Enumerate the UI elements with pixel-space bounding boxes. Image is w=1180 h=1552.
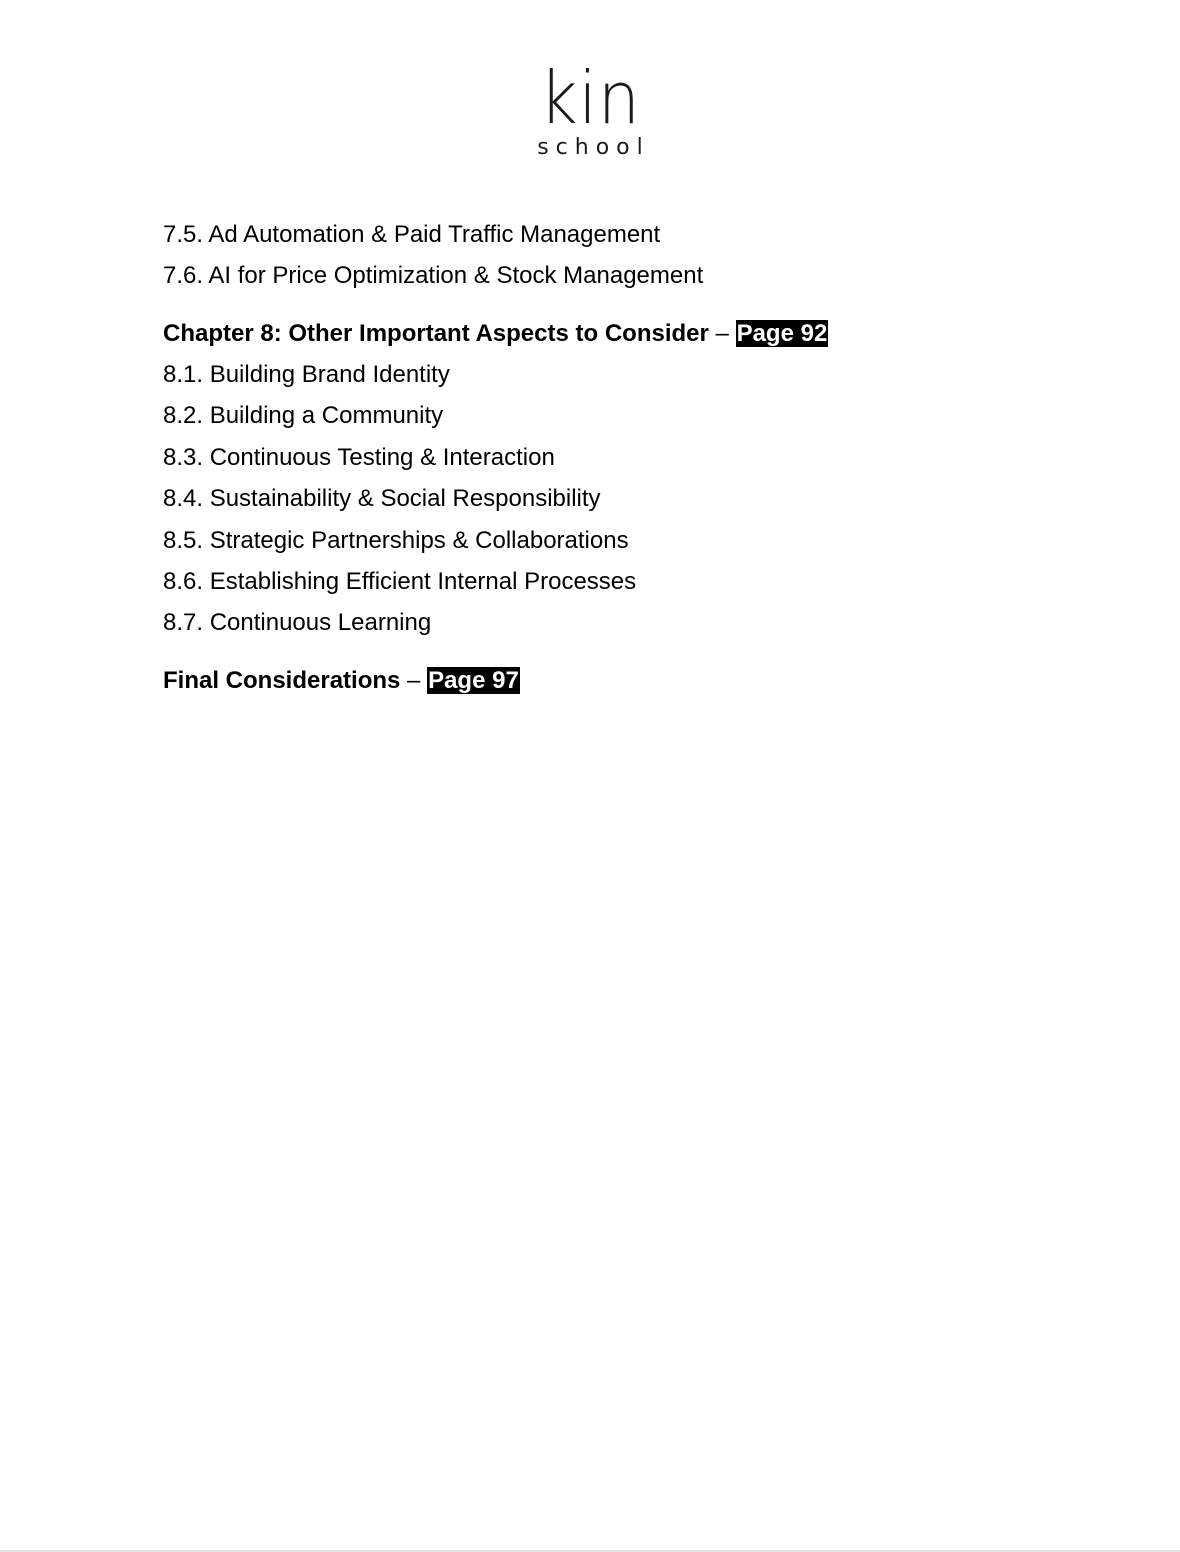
chapter-8-separator: – — [715, 320, 729, 347]
final-considerations-separator: – — [407, 667, 421, 694]
toc-entry-8-2: 8.2. Building a Community — [163, 402, 444, 429]
toc-entry-7-5: 7.5. Ad Automation & Paid Traffic Management — [163, 221, 661, 248]
toc-entry-8-1: 8.1. Building Brand Identity — [163, 361, 450, 388]
toc-entry-8-7: 8.7. Continuous Learning — [163, 609, 432, 636]
chapter-8-page-ref: Page 92 — [736, 320, 828, 347]
final-considerations-title: Final Considerations — [163, 667, 401, 694]
toc-entry-8-6: 8.6. Establishing Efficient Internal Processes — [163, 568, 637, 595]
kin-school-logo — [490, 56, 690, 160]
toc-entry-8-3: 8.3. Continuous Testing & Interaction — [163, 444, 555, 471]
chapter-8-heading — [163, 319, 828, 349]
final-considerations-page-ref: Page 97 — [428, 667, 519, 694]
logo-subtitle: school — [537, 135, 650, 160]
toc-entry-8-5: 8.5. Strategic Partnerships & Collaborations — [163, 527, 629, 554]
chapter-8-title: Chapter 8: Other Important Aspects to Consider — [163, 320, 709, 347]
logo-word: kin — [539, 56, 641, 140]
toc-entry-8-4: 8.4. Sustainability & Social Responsibility — [163, 485, 601, 512]
toc-entry-7-6: 7.6. AI for Price Optimization & Stock Management — [163, 262, 704, 289]
final-considerations-heading — [163, 666, 520, 696]
